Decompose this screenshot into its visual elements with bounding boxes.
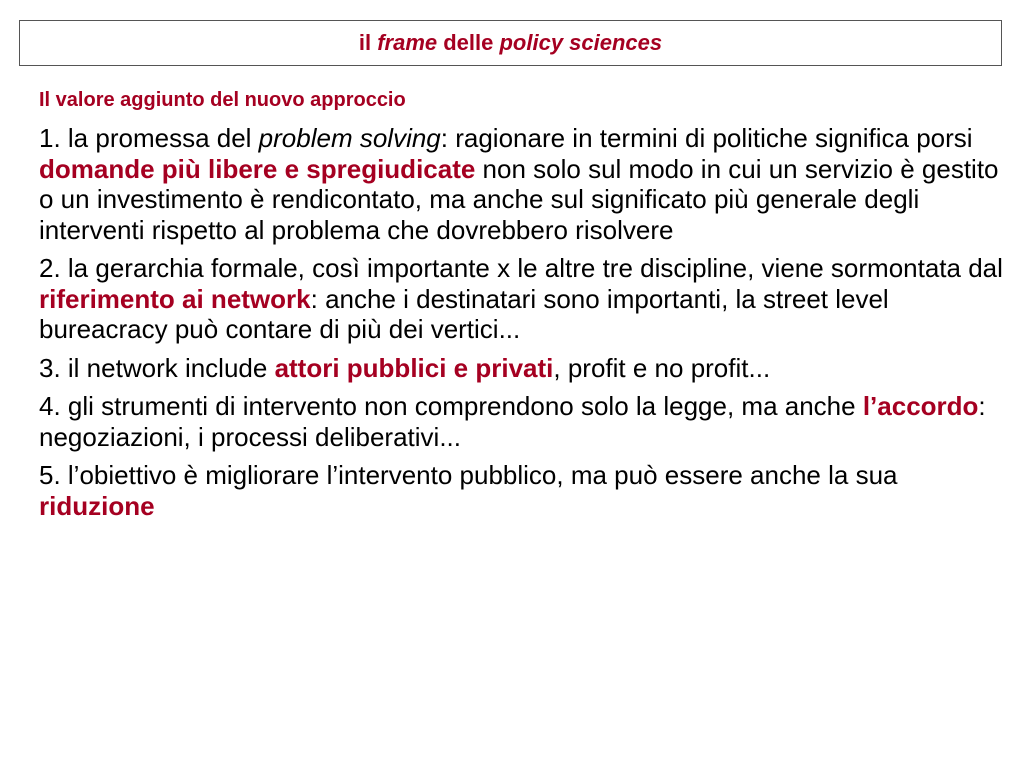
point-2: 2. la gerarchia formale, così importante x le altre tre discipline, viene sormontata dal riferimento ai network: anche i destinatari sono importanti, la street level bureacracy può contare di più dei vertici... [39,253,1003,344]
slide-title: il frame delle policy sciences [358,30,663,55]
point-4: 4. gli strumenti di intervento non comprendono solo la legge, ma anche l’accordo: negoziazioni, i processi deliberativi... [39,391,986,452]
point-1: 1. la promessa del problem solving: ragionare in termini di politiche significa porsi domande più libere e spregiudicate non solo sul modo in cui un servizio è gestito o un investimento è rendicontato, ma anche sul significato più generale degli interventi rispetto al problema che dovrebbero risolvere [39,123,999,245]
point-3: 3. il network include attori pubblici e privati, profit e no profit... [39,352,771,383]
point-5: 5. l’obiettivo è migliorare l’intervento pubblico, ma può essere anche la sua riduzione [39,460,898,521]
slide-subtitle: Il valore aggiunto del nuovo approccio [39,89,406,111]
slide-title-box [19,20,1002,66]
points-list [39,123,1004,529]
